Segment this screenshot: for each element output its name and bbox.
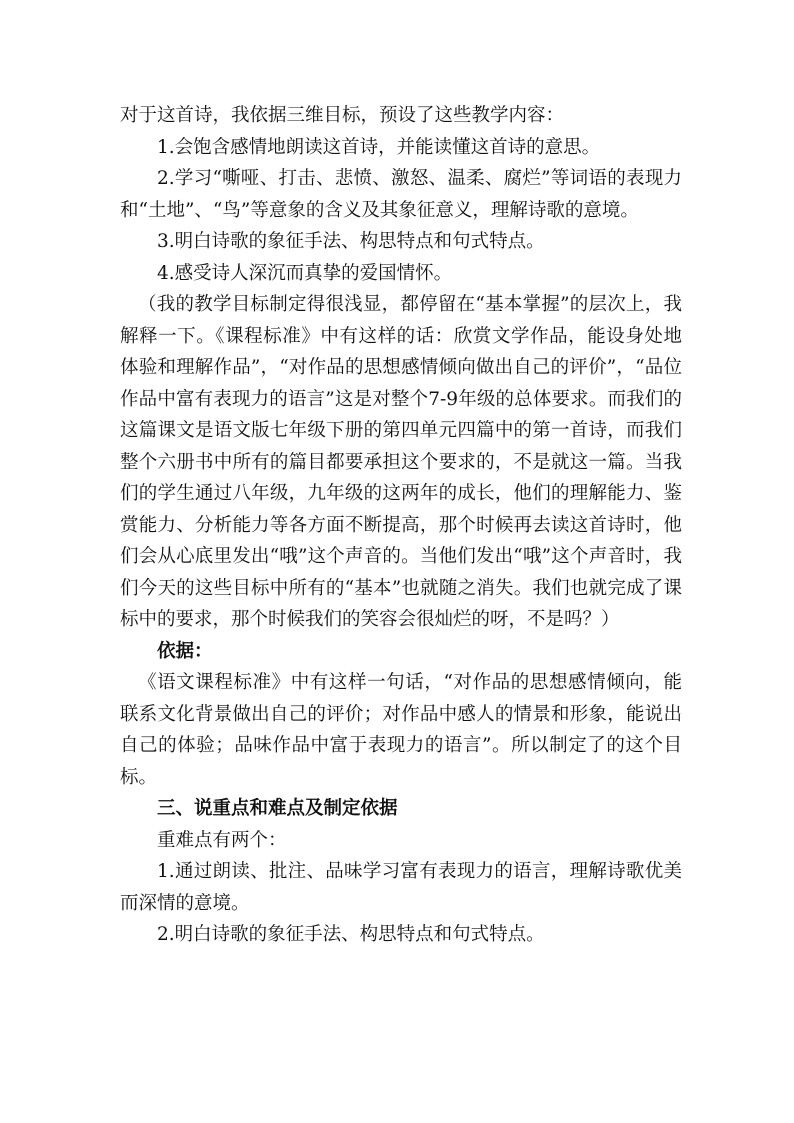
keypoint-item-1: 1.通过朗读、批注、品味学习富有表现力的语言，理解诗歌优美而深情的意境。 <box>120 861 682 914</box>
objective-item-2: 2.学习“嘶哑、打击、悲愤、激怒、温柔、腐烂”等词语的表现力和“土地”、“鸟”等意象的含义及其象征意义，理解诗歌的意境。 <box>120 168 682 221</box>
objective-item-3: 3.明白诗歌的象征手法、构思特点和句式特点。 <box>157 231 545 252</box>
basis-heading: 依据： <box>157 640 213 662</box>
keypoint-item-2: 2.明白诗歌的象征手法、构思特点和句式特点。 <box>157 924 545 945</box>
basis-paragraph: 《语文课程标准》中有这样一句话，“对作品的思想感情倾向，能联系文化背景做出自己的评价；对作品中感人的情景和形象，能说出自己的体验；品味作品中富于表现力的语言”。所以制定了的这个目标。 <box>120 672 682 788</box>
objective-item-4: 4.感受诗人深沉而真挚的爱国情怀。 <box>157 262 453 284</box>
objective-item-1: 1.会饱含感情地朗读这首诗，并能读懂这首诗的意思。 <box>157 136 601 158</box>
explanation-note: （我的教学目标制定得很浅显，都停留在“基本掌握”的层次上，我解释一下。《课程标准》中有这样的话：欣赏文学作品，能设身处地体验和理解作品”，“对作品的思想感情倾向做出自己的评价”，“品位作品中富有表现力的语言”这是对整个7-9年级的总体要求。而我们的这篇课文是语文版七年级下册的第四单元四篇中的第一首诗，而我们整个六册书中所有的篇目都要承担这个要求的，不是就这一篇。当我们的学生通过八年级，九年级的这两年的成长，他们的理解能力、鉴赏能力、分析能力等各方面不断提高，那个时候再去读这首诗时，他们会从心底里发出“哦”这个声音的。当他们发出“哦”这个声音时，我们今天的这些目标中所有的“基本”也就随之消失。我们也就完成了课标中的要求，那个时候我们的笑容会很灿烂的呀，不是吗？） <box>120 294 682 630</box>
section-heading-3: 三、说重点和难点及制定依据 <box>157 798 398 819</box>
intro-paragraph: 对于这首诗，我依据三维目标，预设了这些教学内容： <box>120 105 565 126</box>
keypoints-intro: 重难点有两个： <box>157 829 287 851</box>
document-page <box>120 100 682 951</box>
